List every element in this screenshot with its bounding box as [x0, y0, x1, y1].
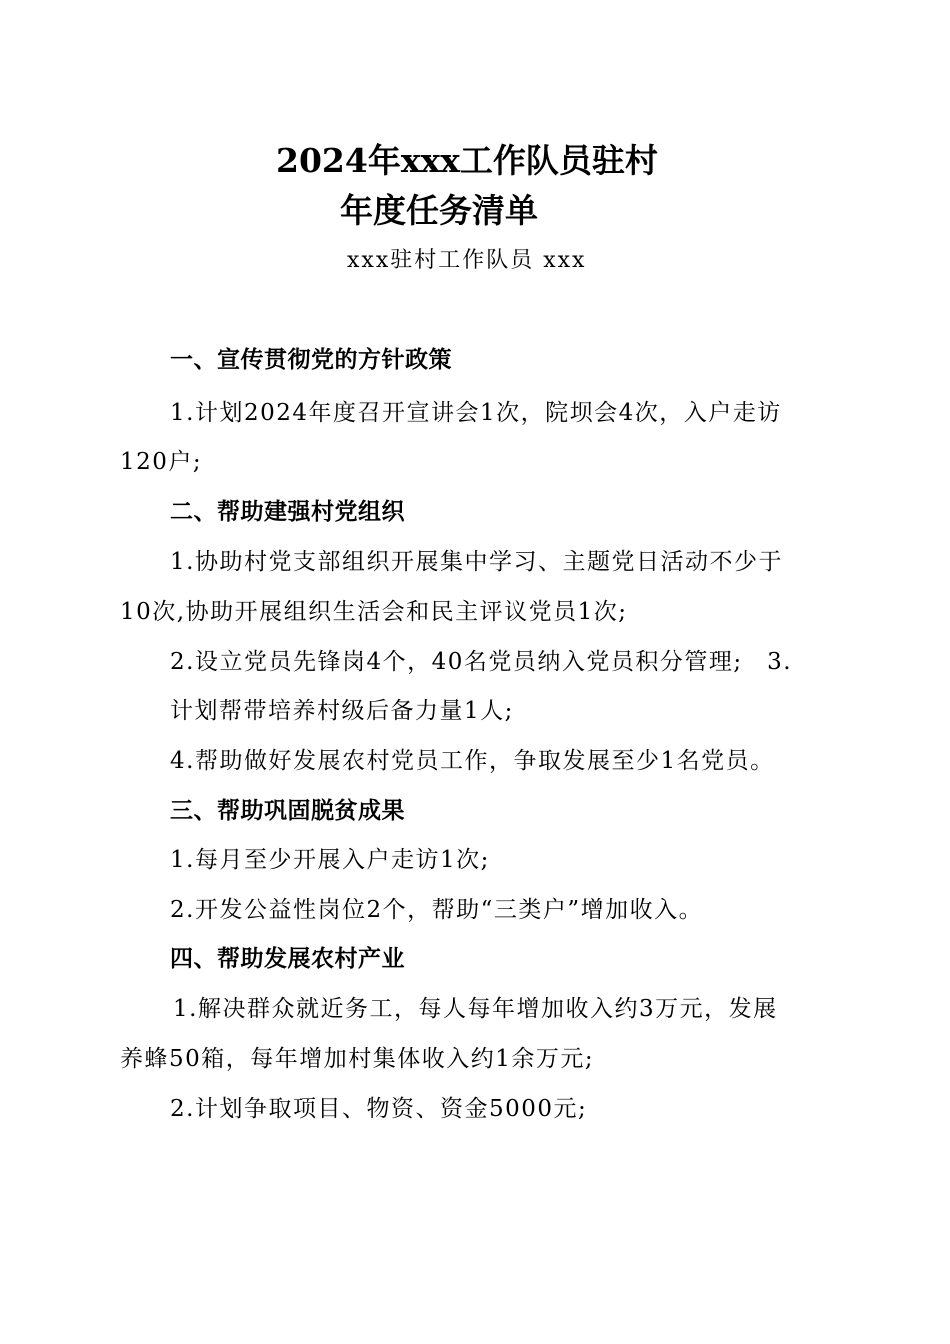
- section-heading-3: 三、帮助巩固脱贫成果: [170, 798, 405, 824]
- paragraph-line: 计划帮带培养村级后备力量1人;: [170, 698, 514, 724]
- paragraph-line: 2.开发公益性岗位2个，帮助“三类户”增加收入。: [170, 897, 704, 923]
- document-title-line2: 年度任务清单: [340, 191, 538, 230]
- section-heading-4: 四、帮助发展农村产业: [170, 946, 405, 972]
- paragraph-line: 养蜂50箱，每年增加村集体收入约1余万元;: [120, 1046, 595, 1072]
- paragraph-line: 1.解决群众就近务工，每人每年增加收入约3万元，发展: [173, 996, 778, 1022]
- paragraph-line: 1.计划2024年度召开宣讲会1次，院坝会4次，入户走访: [170, 400, 782, 426]
- document-title-line1: 2024年xxx工作队员驻村: [276, 141, 658, 180]
- document-author: xxx驻村工作队员 xxx: [347, 248, 587, 273]
- paragraph-line: 2.计划争取项目、物资、资金5000元;: [170, 1096, 588, 1122]
- paragraph-line: 2.设立党员先锋岗4个，40名党员纳入党员积分管理; 3.: [170, 649, 793, 675]
- section-heading-2: 二、帮助建强村党组织: [170, 499, 405, 525]
- paragraph-line: 4.帮助做好发展农村党员工作，争取发展至少1名党员。: [170, 748, 775, 774]
- paragraph-line: 1.协助村党支部组织开展集中学习、主题党日活动不少于: [170, 549, 783, 575]
- section-heading-1: 一、宣传贯彻党的方针政策: [170, 347, 452, 373]
- paragraph-line: 10次,协助开展组织生活会和民主评议党员1次;: [120, 599, 628, 625]
- paragraph-line: 120户;: [120, 449, 203, 475]
- paragraph-line: 1.每月至少开展入户走访1次;: [170, 847, 490, 873]
